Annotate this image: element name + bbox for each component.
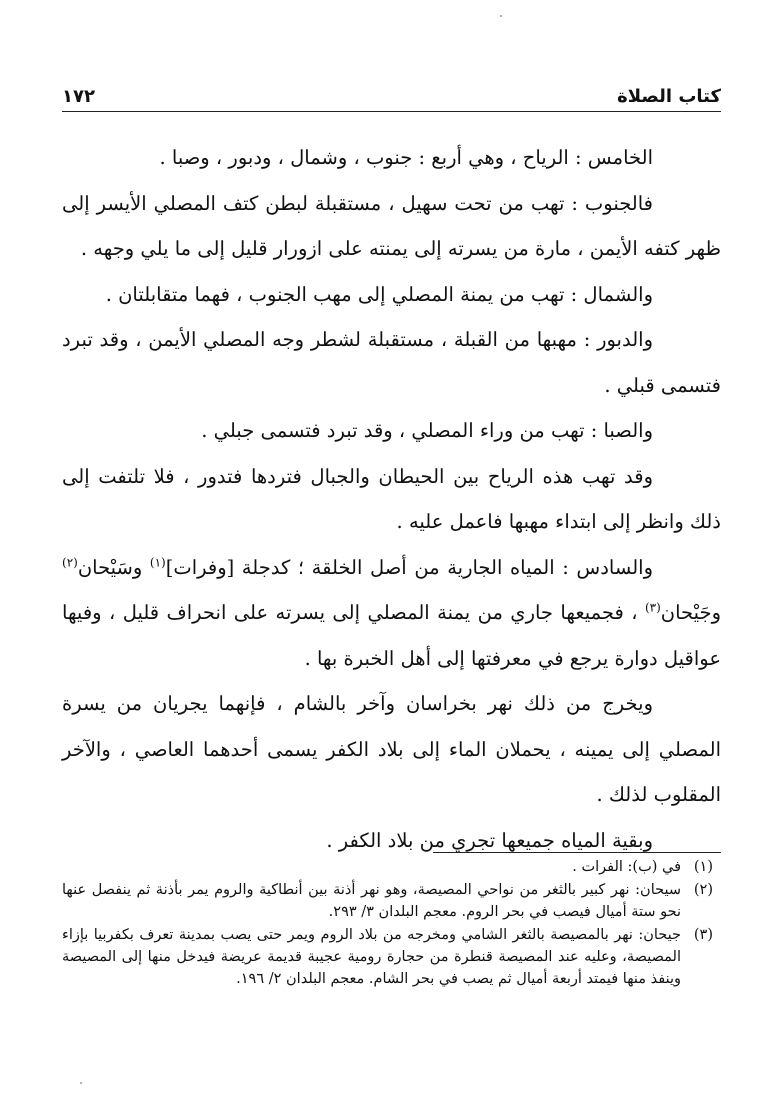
rivers-text-part4: ، فجميعها جاري من يمنة المصلي إلى يسرته على انحراف قليل ، وفيها عواقيل دوارة يرجع في معرفتها إلى أهل الخبرة بها .: [62, 601, 721, 670]
footnote-number: (١): [693, 859, 713, 875]
rivers-text-part3: وجَيْحان: [660, 601, 721, 624]
footnote-text: في (ب): الفرات .: [572, 859, 681, 875]
footnote-number: (٢): [693, 882, 713, 898]
paragraph-sixth-rivers: [62, 545, 721, 682]
scan-speck: [500, 15, 502, 17]
footnote-separator: [433, 852, 721, 853]
paragraph-khorasan-sham: ويخرج من ذلك نهر بخراسان وآخر بالشام ، فإنهما يجريان من يسرة المصلي إلى يمينه ، يحملان الماء إلى بلاد الكفر يسمى أحدهما العاصي ، والآخر المقلوب لذلك .: [62, 692, 721, 806]
paragraph-fifth-winds: الخامس : الرياح ، وهي أربع : جنوب ، وشمال ، ودبور ، وصبا .: [159, 146, 653, 169]
footnote-text: جيحان: نهر بالمصيصة بالثغر الشامي ومخرجه من بلاد الروم ويمر حتى يصب بمدينة تعرف بكفربيا بإزاء المصيصة، وعليه عند المصيصة قنطرة من حجارة رومية عجيبة قديمة عريضة فيدخل منها إلى المصيصة وينفذ منها فيمتد أربعة أميال ثم يصب في بحر الشام. معجم البلدان ٢/ ١٩٦.: [62, 927, 681, 987]
scan-speck: [80, 1082, 82, 1084]
paragraph-remaining-waters: وبقية المياه جميعها تجري من بلاد الكفر .: [326, 828, 653, 852]
running-header: [62, 82, 721, 112]
paragraph-west-wind: والدبور : مهبها من القبلة ، مستقبلة لشطر وجه المصلي الأيمن ، وقد تبرد فتسمى قبلي .: [62, 328, 721, 397]
book-title: كتاب الصلاة: [617, 86, 721, 107]
footnote-ref-1[interactable]: (١): [149, 555, 166, 569]
paragraph-south-wind: فالجنوب : تهب من تحت سهيل ، مستقبلة لبطن كتف المصلي الأيسر إلى ظهر كتفه الأيمن ، مارة من يسرته إلى يمنته على ازورار قليل إلى ما يلي وجهه .: [62, 191, 721, 260]
main-text: [62, 135, 721, 863]
paragraph-wind-walls: وقد تهب هذه الرياح بين الحيطان والجبال فتردها فتدور ، فلا تلتفت إلى ذلك وانظر إلى ابتداء مهبها فاعمل عليه .: [62, 464, 721, 533]
footnote-ref-3[interactable]: (٣): [644, 600, 661, 615]
footnote-text: سيحان: نهر كبير بالثغر من نواحي المصيصة، وهو نهر أذنة بين أنطاكية والروم يمر بأذنة ثم ينفصل عنها نحو ستة أميال فيصب في بحر الروم. معجم البلدان ٣/ ٢٩٣.: [62, 882, 681, 920]
rivers-text-part2: وسَيْحان: [77, 555, 150, 579]
paragraph-north-wind: والشمال : تهب من يمنة المصلي إلى مهب الجنوب ، فهما متقابلتان .: [105, 282, 653, 306]
paragraph-east-wind: والصبا : تهب من وراء المصلي ، وقد تبرد فتسمى جبلي .: [201, 419, 653, 442]
footnote-2: [62, 879, 713, 923]
rivers-text-part1: والسادس : المياه الجارية من أصل الخلقة ؛ كدجلة [وفرات]: [165, 555, 653, 579]
footnote-1: [62, 856, 713, 878]
footnote-3: [62, 924, 713, 990]
footnote-number: (٣): [693, 927, 713, 943]
footnotes: [62, 856, 713, 991]
footnote-ref-2[interactable]: (٢): [62, 555, 78, 569]
page-number: ١٧٢: [62, 86, 95, 107]
